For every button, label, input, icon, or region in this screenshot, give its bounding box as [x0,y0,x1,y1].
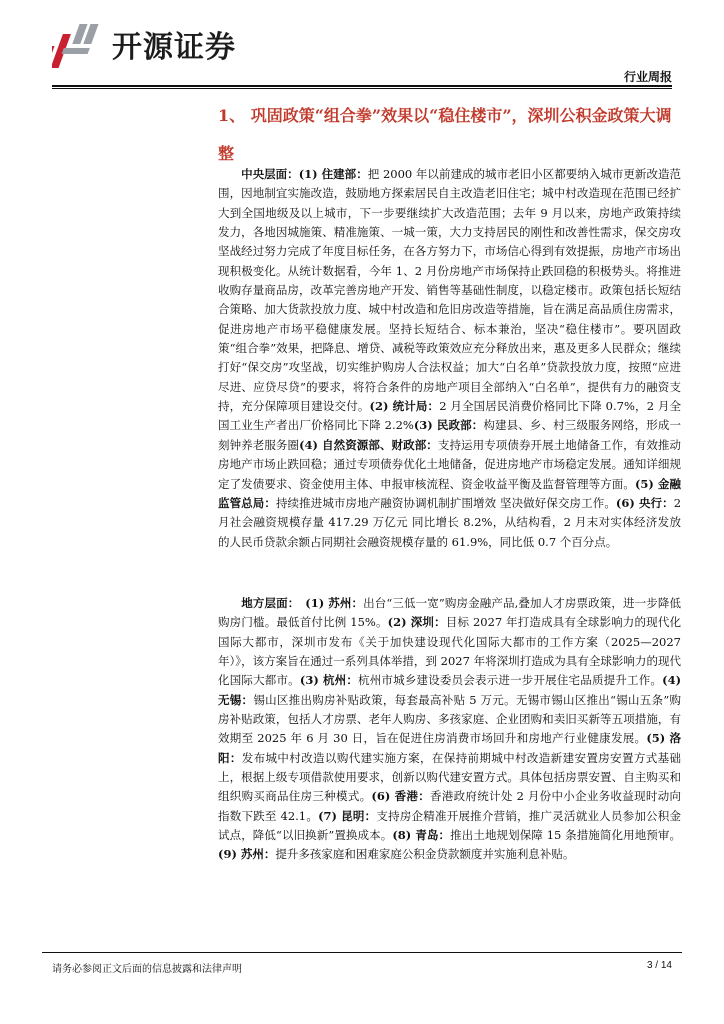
central-item-6-text: 2 月社会融资规模存量 417.29 万亿元 同比增长 8.2%，从结构看，2 月末对实体经济发放的人民币贷款余额占同期社会融资规模存量的 61.9%，同比低 0.7 个百分点。 [218,495,682,549]
central-item-6-tag: (6) 央行： [615,495,674,510]
local-item-7-tag: (7) 昆明： [318,808,377,823]
central-item-5-text: 持续推进城市房地产融资协调机制扩围增效 坚决做好保交房工作。 [275,495,616,510]
local-item-2-text: 目标 2027 年打造成具有全球影响力的现代化国际大都市，深圳市发布《关于加快建设现代化国际大都市的工作方案（2025—2027 年）》，该方案旨在通过一系列具体举措，到 2027 年将深圳打造成为具有全球影响力的现代化国际大都市。 [218,615,681,688]
brand-mark-icon [52,20,106,68]
central-policy-paragraph [218,165,681,552]
local-item-1-tag: (1) 苏州： [305,596,364,610]
local-item-6-tag: (6) 香港： [371,789,431,804]
central-item-2-tag: (2) 统计局： [369,399,440,414]
header-divider-thin [52,88,672,89]
brand-logo [52,20,236,68]
local-item-9-tag: (9) 苏州： [218,847,276,862]
local-item-1-text: 出台“三低一宽”购房金融产品,叠加人才房票政策，进一步降低购房门槛。最低首付比例 15%。 [218,596,682,630]
local-item-4-tag: (4) 无锡： [218,673,682,707]
local-item-5-text: 发布城中村改造以购代建实施方案，在保持前期城中村改造新建安置房安置方式基础上，根据上级专项借款使用要求，创新以购代建安置方式。具体包括房票安置、自主购买和组织购买商品住房三种模式。 [218,750,681,804]
local-item-3-tag: (3) 杭州： [299,673,359,688]
local-item-6-text: 香港政府统计处 2 月份中小企业务收益现时动向指数下跌至 42.1。 [218,789,681,823]
header-divider [52,85,672,87]
local-item-8-tag: (8) 青岛： [392,828,451,843]
central-item-1-text: 把 2000 年以前建成的城市老旧小区都要纳入城市更新改造范围，因地制宜实施改造，鼓励地方探索居民自主改造老旧住宅；城中村改造现在范围已经扩大到全国地级及以上城市，下一步要继续扩大改造范围；去年 9 月以来，房地产政策持续发力，各地因城施策、精准施策、一城一策，大力支持居民的刚性和改善性需求，保交房攻坚战经过努力完成了年度目标任务，在各方努力下，市场信心得到有效提振，房地产市场出现积极变化。从统计数据看，今年 1、2 月份房地产市场保持止跌回稳的积极势头。将推进收购存量商品房，改革完善房地产开发、销售等基础性制度，以稳定楼市。政策包括长短结合策略、加大货款投放力度、城中村改造和危旧房改造等措施，旨在满足高品质住房需求，促进房地产市场平稳健康发展。坚持长短结合、标本兼治，坚决“稳住楼市”。要巩固政策“组合拳”效果，把降息、增贷、减税等政策效应充分释放出来，惠及更多人民群众；继续打好“保交房”攻坚战，切实维护购房人合法权益；加大“白名单”贷款投放力度，按照“应进尽进、应贷尽贷”的要求，将符合条件的房地产项目全部纳入“白名单”，提供有力的融资支持，充分保障项目建设交付。 [218,167,682,414]
central-item-4-text: 支持运用专项债券开展土地储备工作，有效推动房地产市场止跌回稳；通过专项债券优化土地储备，促进房地产市场稳定发展。通知详细规定了发债要求、资金使用主体、申报审核流程、资金收益平衡及监督管理等方面。 [218,437,682,491]
local-policy-paragraph [218,594,681,865]
local-item-9-text: 提升多孩家庭和困难家庭公积金贷款额度并实施利息补贴。 [275,847,575,862]
local-item-5-tag: (5) 洛阳： [218,731,681,765]
footer-divider [42,952,682,953]
central-item-5-tag: (5) 金融监管总局： [218,476,682,510]
local-item-3-text: 杭州市城乡建设委员会表示进一步开展住宅品质提升工作。 [358,673,663,688]
central-item-2-text: 2 月全国居民消费价格同比下降 0.7%，2 月全国工业生产者出厂价格同比下降 2.2% [218,399,681,433]
brand-name: 开源证券 [112,30,236,65]
local-label: 地方层面： [241,596,294,610]
local-item-7-text: 支持房企精准开展推介营销，推广灵活就业人员参加公积金试点，降低“以旧换新”置换成本。 [218,808,682,843]
local-item-8-text: 推出土地规划保障 15 条措施简化用地预审。 [450,828,681,843]
local-item-4-text: 锡山区推出购房补贴政策，每套最高补贴 5 万元。无锡市锡山区推出“锡山五条”购房补贴政策，包括人才房票、老年人购房、多孩家庭、企业团购和卖旧买新等五项措施，有效期至 2025 年 6 月 30 日，旨在促进住房消费市场回升和房地产行业健康发展。 [218,692,682,746]
central-item-3-text: 构建县、乡、村三级服务网络，形成一刻钟养老服务圈 [218,418,681,452]
footer-disclaimer: 请务必参阅正文后面的信息披露和法律声明 [52,964,242,975]
central-item-4-tag: (4) 自然资源部、财政部： [299,437,438,452]
central-item-1-tag: (1) 住建部： [298,167,368,181]
central-item-3-tag: (3) 民政部： [413,418,484,433]
page-number: 3 / 14 [646,960,672,971]
report-type-label: 行业周报 [623,70,672,84]
local-item-2-tag: (2) 深圳： [387,615,446,630]
section-heading: 1、 巩固政策“组合拳”效果以“稳住楼市”，深圳公积金政策大调整 [218,106,672,163]
central-label: 中央层面： [241,167,299,181]
